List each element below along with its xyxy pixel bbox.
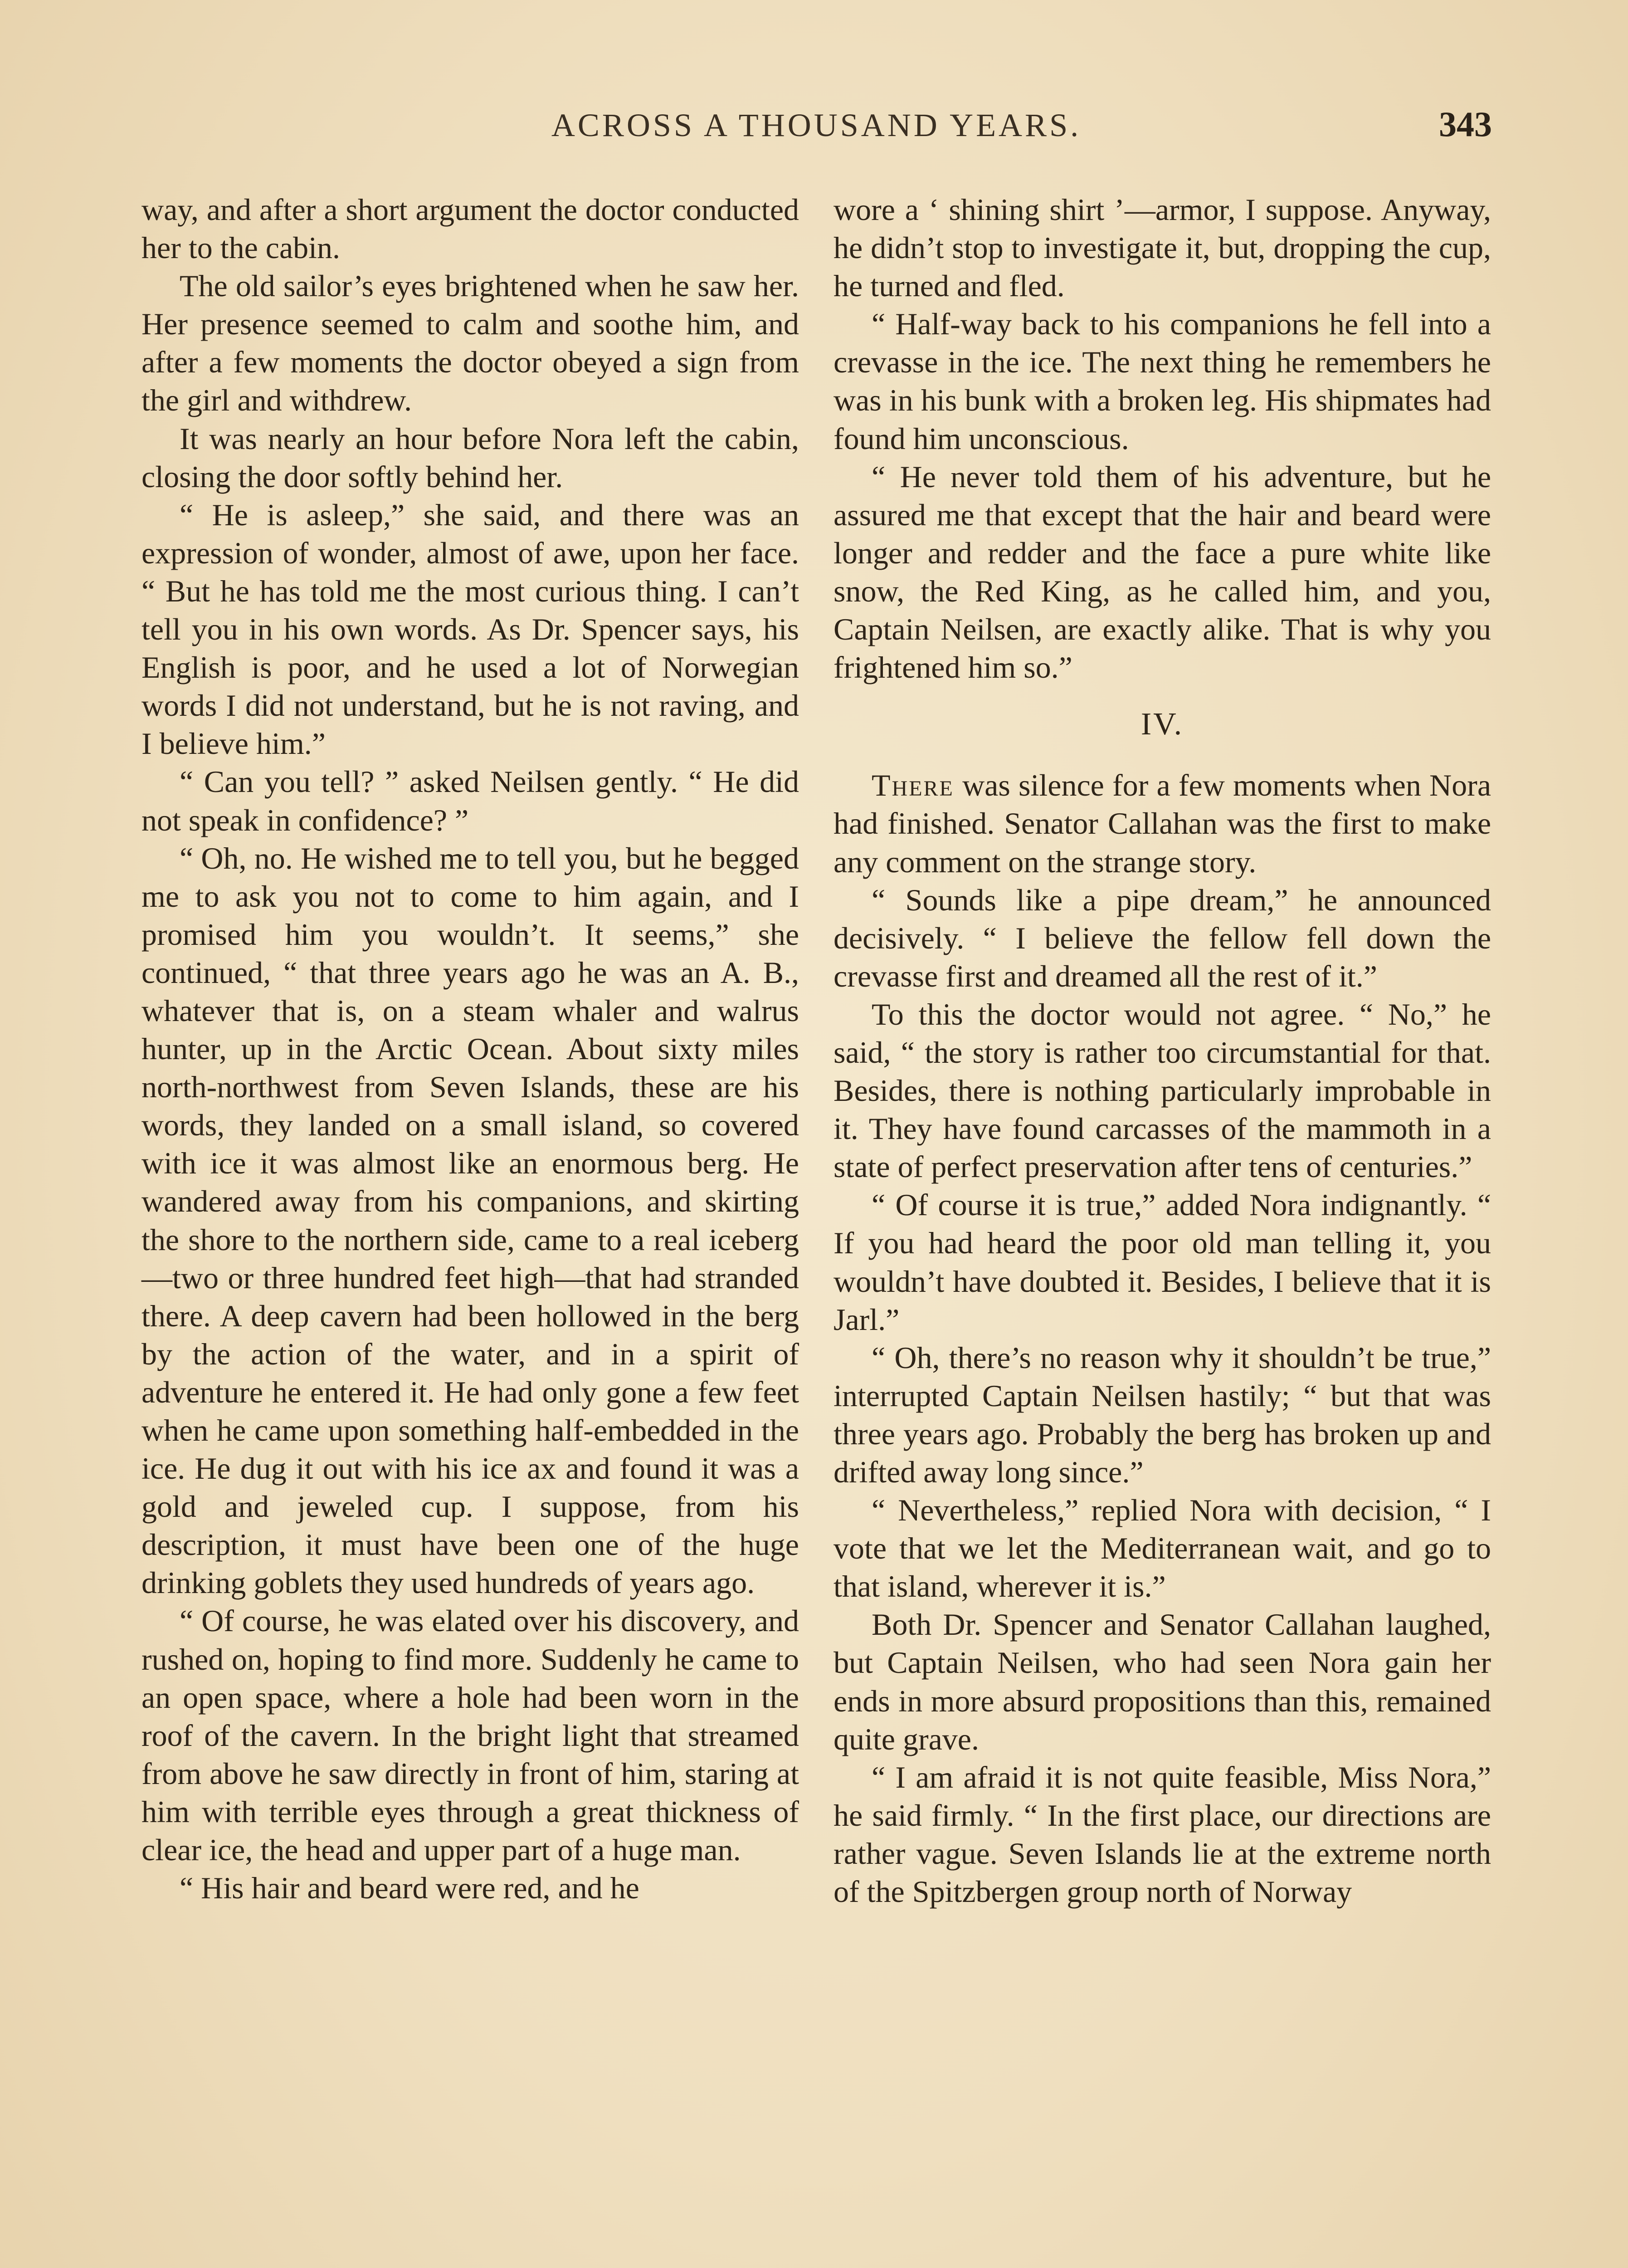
paragraph: way, and after a short argument the doctor conducted her to the cabin. — [141, 192, 799, 265]
paragraph: It was nearly an hour before Nora left the cabin, closing the door softly behind her. — [141, 421, 799, 494]
paragraph: “ Can you tell? ” asked Neilsen gently. “ He did not speak in confidence? ” — [141, 764, 799, 837]
paragraph: To this the doctor would not agree. “ No,” he said, “ the story is rather too circumstantial for that. Besides, there is nothing particularly improbable in it. They have found carcasses of the mammoth in a state of perfect preservation after tens of centuries.” — [833, 997, 1491, 1184]
section-heading: IV. — [1141, 707, 1184, 742]
paragraph: The old sailor’s eyes brightened when he saw her. Her presence seemed to calm and soothe him, and after a few moments the doctor obeyed a sign from the girl and withdrew. — [141, 269, 799, 418]
section-opening-paragraph — [833, 766, 1491, 880]
paragraph: “ Sounds like a pipe dream,” he announced decisively. “ I believe the fellow fell down the crevasse first and dreamed all the rest of it.” — [833, 882, 1491, 993]
paragraph: “ I am afraid it is not quite feasible, Miss Nora,” he said firmly. “ In the first place, our directions are rather vague. Seven Islands lie at the extreme north of the Spitzbergen group north of Norway — [833, 1760, 1491, 1909]
paragraph: Both Dr. Spencer and Senator Callahan laughed, but Captain Neilsen, who had seen Nora gain her ends in more absurd propositions than this, remained quite grave. — [833, 1607, 1491, 1756]
running-title: ACROSS A THOUSAND YEARS. — [551, 107, 1082, 143]
paragraph: “ Oh, no. He wished me to tell you, but he begged me to ask you not to come to him again, and I promised him you wouldn’t. It seems,” she continued, “ that three years ago he was an A. B., whatever that is, on a steam whaler and walrus hunter, up in the Arctic Ocean. About sixty miles north-northwest from Seven Islands, these are his words, they landed on a small island, so covered with ice it was almost like an enormous berg. He wandered away from his companions, and skirting the shore to the northern side, came to a real iceberg—two or three hundred feet high—that had stranded there. A deep cavern had been hollowed in the berg by the action of the water, and in a spirit of adventure he entered it. He had only gone a few feet when he came upon something half-embedded in the ice. He dug it out with his ice ax and found it was a gold and jeweled cup. I suppose, from his description, it must have been one of the huge drinking goblets they used hundreds of years ago. — [141, 841, 799, 1600]
paragraph: “ He never told them of his adventure, but he assured me that except that the hair and beard were longer and redder and the face a pure white like snow, the Red King, as he called him, and you, Captain Neilsen, are exactly alike. That is why you frightened him so.” — [833, 459, 1491, 685]
left-column — [141, 191, 799, 1907]
page-number: 343 — [1439, 104, 1492, 144]
section-first-word: There — [872, 768, 954, 803]
paragraph: “ His hair and beard were red, and he — [180, 1871, 639, 1906]
running-head — [141, 104, 1492, 156]
paragraph: “ Oh, there’s no reason why it shouldn’t be true,” interrupted Captain Neilsen hastily; “ but that was three years ago. Probably the berg has broken up and drifted away long since.” — [833, 1340, 1491, 1489]
section-first-rest: was silence for a few moments when Nora had finished. Senator Callahan was the first to make any comment on the strange story. — [833, 768, 1491, 879]
paragraph: “ Nevertheless,” replied Nora with decision, “ I vote that we let the Mediterranean wait, and go to that island, wherever it is.” — [833, 1493, 1491, 1604]
paragraph: “ He is asleep,” she said, and there was an expression of wonder, almost of awe, upon her face. “ But he has told me the most curious thing. I can’t tell you in his own words. As Dr. Spencer says, his English is poor, and he used a lot of Norwegian words I did not understand, but he is not raving, and I believe him.” — [141, 497, 799, 761]
paragraph: “ Half-way back to his companions he fell into a crevasse in the ice. The next thing he remembers he was in his bunk with a broken leg. His shipmates had found him unconscious. — [833, 307, 1491, 456]
paragraph: wore a ‘ shining shirt ’—armor, I suppose. Anyway, he didn’t stop to investigate it, but, dropping the cup, he turned and fled. — [833, 192, 1491, 303]
right-column — [833, 191, 1491, 1911]
paragraph: “ Of course it is true,” added Nora indignantly. “ If you had heard the poor old man telling it, you wouldn’t have doubted it. Besides, I believe that it is Jarl.” — [833, 1188, 1491, 1337]
paragraph: “ Of course, he was elated over his discovery, and rushed on, hoping to find more. Suddenly he came to an open space, where a hole had been worn in the roof of the cavern. In the bright light that streamed from above he saw directly in front of him, staring at him with terrible eyes through a great thickness of clear ice, the head and upper part of a huge man. — [141, 1603, 799, 1867]
